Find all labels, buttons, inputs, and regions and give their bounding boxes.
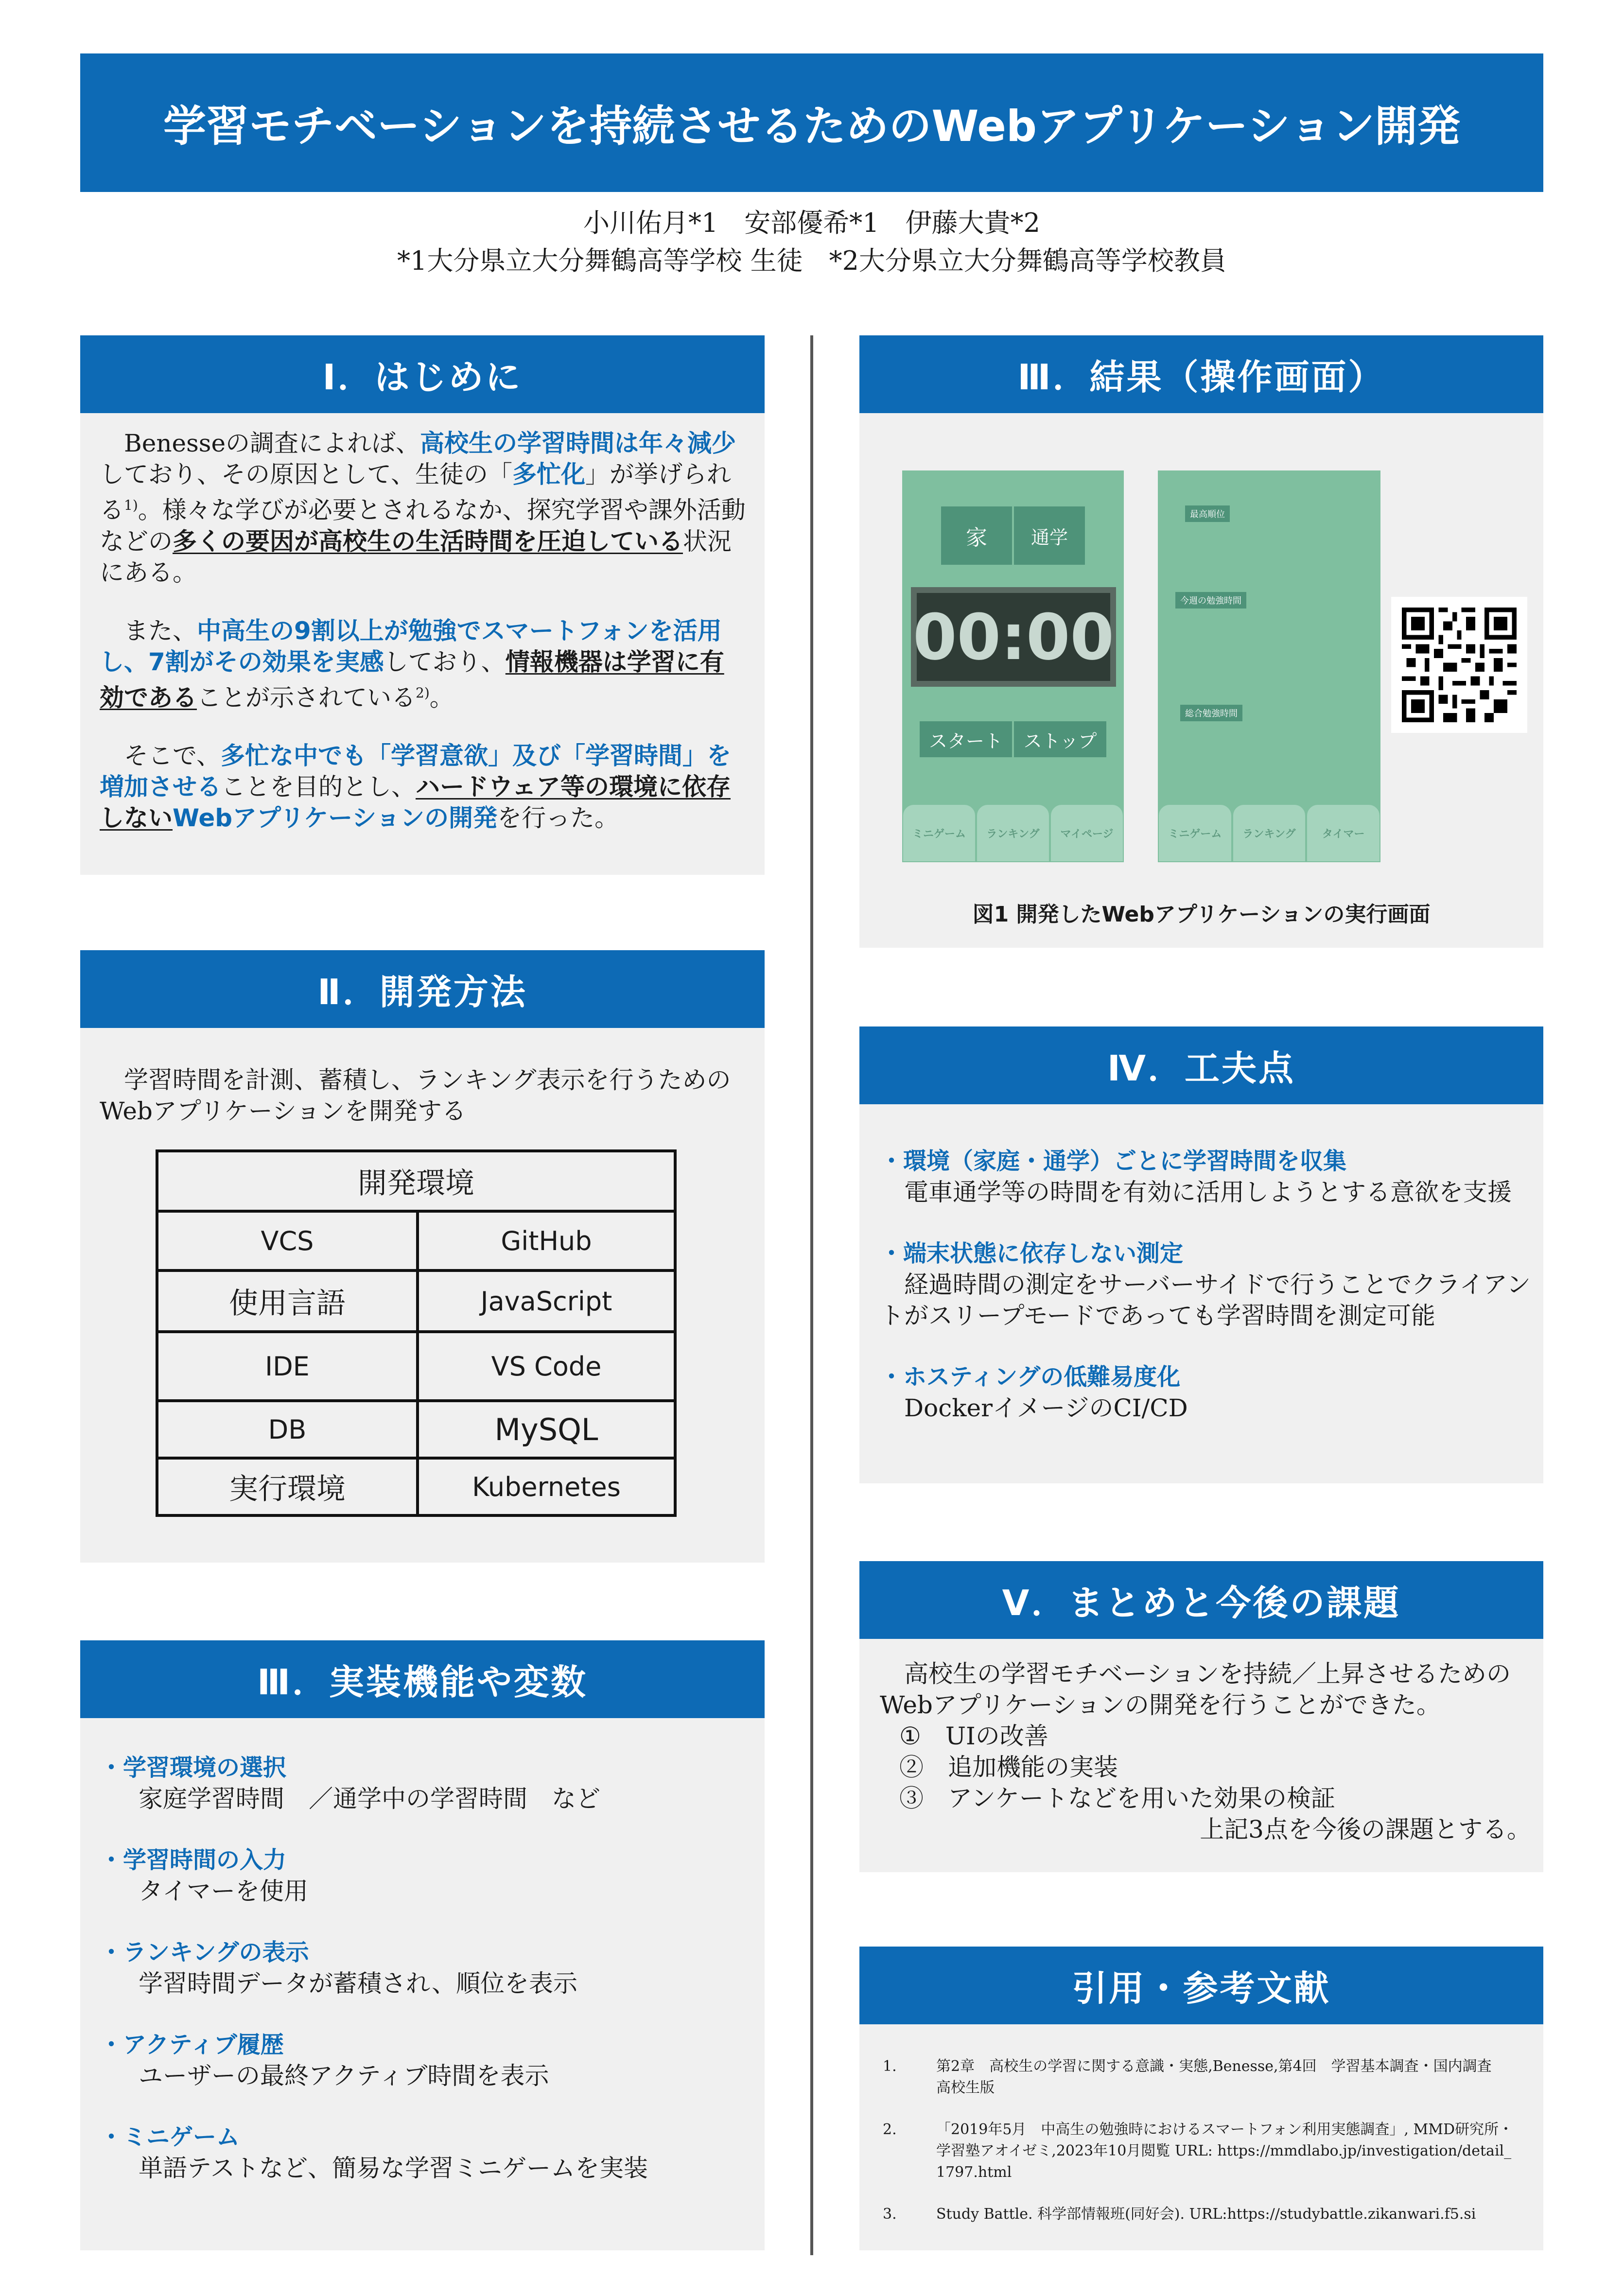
summary-panel [859,1561,1543,1872]
idea-title: ・環境（家庭・通学）ごとに学習時間を収集 [880,1148,1347,1175]
intro-text: また、 [124,616,197,645]
summary-heading: Ⅴ．まとめと今後の課題 [859,1561,1543,1639]
tab-timer[interactable]: タイマー [1306,804,1380,862]
intro-highlight: 多忙な中でも「学習意欲」及び「学習時間」を増加させる [100,742,731,801]
features-panel [80,1640,765,2250]
table-value: Kubernetes [418,1458,675,1515]
table-key: DB [157,1401,418,1458]
feature-item [100,2029,751,2091]
reference-number: 3. [883,2206,897,2223]
feature-body: 家庭学習時間 ／通学中の学習時間 など [139,1785,600,1813]
environment-toggle [941,506,1085,565]
qr-code [1391,597,1527,733]
feature-body: 単語テストなど、簡易な学習ミニゲームを実装 [139,2154,648,2182]
citation-mark: 2) [416,684,430,701]
method-text: 学習時間を計測、蓄積し、ランキング表示を行うためのWebアプリケーションを開発する [100,1066,731,1125]
references-panel [859,1947,1543,2250]
stop-button[interactable]: ストップ [1014,721,1106,757]
total-time-label: 総合勉強時間 [1180,705,1242,721]
idea-item [880,1361,1531,1424]
intro-text: ことが示されている [197,683,416,712]
column-divider [810,335,813,2255]
reference-list [883,2056,1519,2245]
references-heading: 引用・参考文献 [859,1947,1543,2024]
intro-paragraph-2 [100,615,746,713]
table-value: JavaScript [418,1270,675,1332]
summary-item: ③ アンケートなどを用いた効果の検証 [899,1784,1335,1812]
tab-ranking[interactable]: ランキング [1232,804,1307,862]
table-key: IDE [157,1332,418,1401]
intro-paragraph-1 [100,428,746,588]
intro-text: ことを目的とし、 [221,773,416,801]
tab-mypage[interactable]: マイページ [1050,804,1124,862]
timer-display [911,587,1116,687]
summary-item: ① UIの改善 [899,1722,1048,1750]
idea-body: DockerイメージのCI/CD [904,1394,1188,1422]
feature-title: ・アクティブ履歴 [100,2031,284,2058]
best-rank-label: 最高順位 [1185,505,1230,522]
idea-item [880,1238,1531,1331]
weekly-time-label: 今週の勉強時間 [1175,592,1246,609]
reference-text: Study Battle. 科学部情報班(同好会). URL:https://studybattle.zikanwari.f5.si [936,2206,1476,2223]
intro-underline: 情報機器は学習に有効である [100,647,724,712]
tab-ranking[interactable]: ランキング [976,804,1050,862]
intro-panel [80,335,765,875]
intro-text: 」が挙げられる [100,460,731,524]
table-value: GitHub [418,1211,675,1270]
features-list [100,1752,751,2214]
commute-button[interactable]: 通学 [1014,506,1085,565]
summary-body [880,1658,1531,1845]
qr-code-icon [1402,608,1517,722]
intro-text: 。 [429,683,454,712]
mypage-screen [1158,470,1380,862]
feature-item [100,1844,751,1907]
intro-body [100,428,746,834]
poster-title: 学習モチベーションを持続させるためのWebアプリケーション開発 [163,101,1461,151]
citation-mark: 1) [124,497,138,513]
table-value: MySQL [418,1401,675,1458]
author-names: 小川佑月*1 安部優希*1 伊藤大貴*2 [583,208,1041,238]
ideas-panel [859,1026,1543,1483]
features-heading: Ⅲ．実装機能や変数 [80,1640,765,1718]
summary-closing: 上記3点を今後の課題とする。 [1200,1815,1531,1844]
intro-highlight: 中高生の9割以上が勉強でスマートフォンを活用し、7割がその効果を実感 [100,616,722,676]
start-button[interactable]: スタート [920,721,1012,757]
timer-value: 00:00 [913,600,1114,674]
summary-text: 高校生の学習モチベーションを持続／上昇させるためのWebアプリケーションの開発を行うことができた。 [880,1660,1511,1719]
tab-minigame[interactable]: ミニゲーム [1158,804,1232,862]
intro-highlight: 高校生の学習時間は年々減少 [420,429,736,457]
reference-number: 1. [883,2058,897,2075]
idea-title: ・ホスティングの低難易度化 [880,1363,1181,1391]
mypage-tab-bar [1158,804,1380,862]
feature-title: ・ミニゲーム [100,2123,240,2151]
results-heading: Ⅲ．結果（操作画面） [859,335,1543,413]
results-panel [859,335,1543,948]
feature-title: ・学習環境の選択 [100,1754,287,1781]
intro-underline: ハードウェア等の環境に依存しない [100,773,731,833]
timer-tab-bar [902,804,1124,862]
title-banner [80,53,1543,192]
table-key: 使用言語 [157,1270,418,1332]
dev-env-table [156,1149,677,1517]
timer-controls [920,721,1106,757]
feature-body: ユーザーの最終アクティブ時間を表示 [139,2062,549,2090]
intro-text: 。様々な学びが必要とされるなか、探究学習や課外活動などの [100,496,746,556]
intro-text: しており、その原因として、生徒の「 [100,460,512,488]
intro-highlight: 多忙化 [512,460,585,488]
authors [80,204,1543,280]
feature-body: タイマーを使用 [139,1877,308,1905]
figure-caption: 図1 開発したWebアプリケーションの実行画面 [972,902,1431,927]
method-panel [80,950,765,1563]
table-header: 開発環境 [157,1151,675,1211]
ideas-heading: Ⅳ．工夫点 [859,1026,1543,1104]
summary-item: ② 追加機能の実装 [899,1753,1118,1781]
intro-text: 状況にある。 [100,527,732,587]
feature-item [100,1752,751,1814]
intro-text: しており、 [384,647,506,676]
intro-highlight: Webアプリケーションの開発 [173,804,498,833]
method-heading: Ⅱ．開発方法 [80,950,765,1028]
feature-item [100,1937,751,1999]
feature-title: ・ランキングの表示 [100,1939,309,1966]
idea-body: 経過時間の測定をサーバーサイドで行うことでクライアントがスリープモードであっても学習時間を測定可能 [880,1270,1531,1330]
intro-text: を行った。 [497,804,619,833]
home-button[interactable]: 家 [941,506,1012,565]
ideas-list [880,1146,1531,1454]
intro-heading: Ⅰ．はじめに [80,335,765,413]
idea-title: ・端末状態に依存しない測定 [880,1240,1184,1267]
feature-title: ・学習時間の入力 [100,1846,287,1874]
idea-body: 電車通学等の時間を有効に活用しようとする意欲を支援 [904,1178,1512,1206]
feature-body: 学習時間データが蓄積され、順位を表示 [139,1969,577,1998]
timer-screen [902,470,1124,862]
reference-item [883,2056,1519,2099]
tab-minigame[interactable]: ミニゲーム [902,804,976,862]
table-value: VS Code [418,1332,675,1401]
reference-item [883,2119,1519,2183]
reference-text: 「2019年5月 中高生の勉強時におけるスマートフォン利用実態調査」, MMD研究所・学習塾アオイゼミ,2023年10月閲覧 URL: https://mmdlabo.jp/investigation/detail_1797.html [936,2121,1513,2181]
reference-item [883,2204,1519,2225]
intro-underline: 多くの要因が高校生の生活時間を圧迫している [173,527,683,556]
intro-text: そこで、 [124,742,221,770]
reference-text: 第2章 高校生の学習に関する意識・実態,Benesse,第4回 学習基本調査・国内調査 高校生版 [936,2058,1506,2096]
intro-paragraph-3 [100,740,746,834]
table-key: 実行環境 [157,1458,418,1515]
intro-text: Benesseの調査によれば、 [124,429,420,457]
table-key: VCS [157,1211,418,1270]
reference-number: 2. [883,2121,897,2138]
idea-item [880,1146,1531,1208]
author-affiliations: *1大分県立大分舞鶴高等学校 生徒 *2大分県立大分舞鶴高等学校教員 [397,245,1226,276]
feature-item [100,2122,751,2184]
